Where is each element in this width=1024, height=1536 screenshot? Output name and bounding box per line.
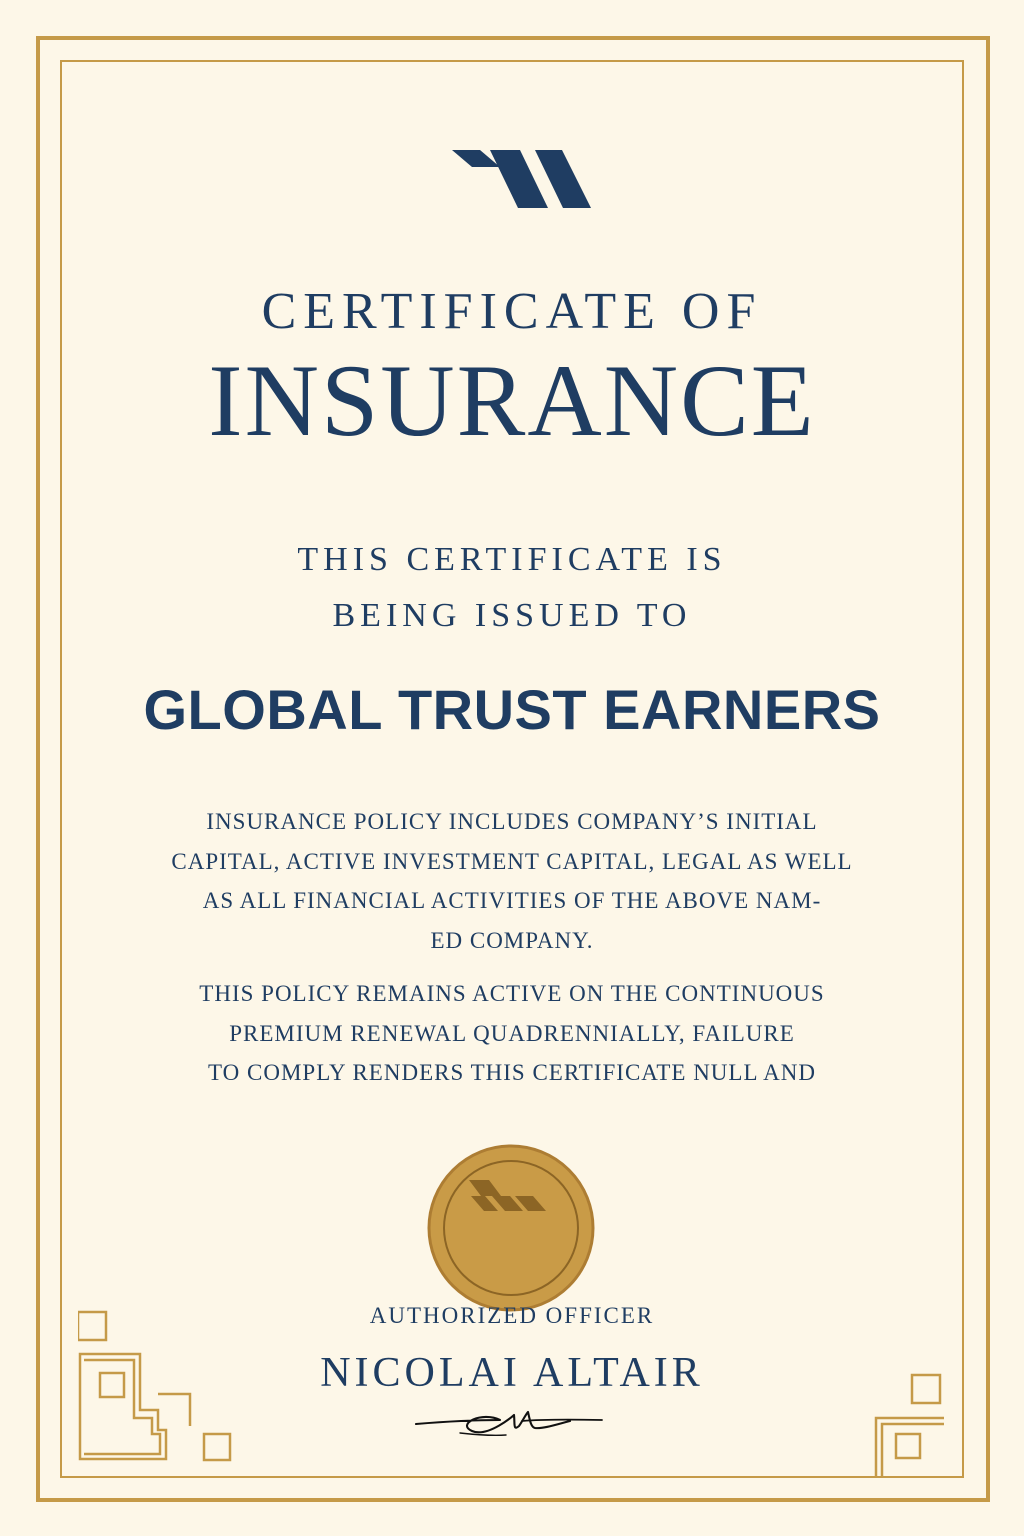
policy-paragraph-2-line-2: PREMIUM RENEWAL QUADRENNIALLY, FAILURE xyxy=(229,1020,795,1046)
policy-paragraph-1-line-4: ED COMPANY. xyxy=(430,927,594,953)
issued-line-1: THIS CERTIFICATE IS xyxy=(297,541,727,578)
handwritten-signature-icon xyxy=(412,1400,608,1450)
policy-paragraph-2-line-3: TO COMPLY RENDERS THIS CERTIFICATE NULL AND xyxy=(208,1060,816,1085)
issued-line-2: BEING ISSUED TO xyxy=(332,597,692,634)
policy-paragraph-2-line-1: THIS POLICY REMAINS ACTIVE ON THE CONTINUOUS xyxy=(199,981,825,1006)
policy-paragraph-2 xyxy=(0,974,1024,1093)
policy-paragraph-1-line-3: AS ALL FINANCIAL ACTIVITIES OF THE ABOVE NAM- xyxy=(202,888,822,913)
triple-slash-logo-icon xyxy=(450,150,592,212)
recipient-name: GLOBAL TRUST EARNERS xyxy=(143,678,881,741)
policy-paragraph-1 xyxy=(0,802,1024,960)
gold-seal-icon xyxy=(427,1144,595,1312)
policy-paragraph-1-line-2: CAPITAL, ACTIVE INVESTMENT CAPITAL, LEGAL AS WELL xyxy=(171,848,853,874)
right-corner-ornament-icon xyxy=(874,1372,944,1480)
certificate-title-top: CERTIFICATE OF xyxy=(261,283,763,340)
issued-to-text xyxy=(0,532,1024,644)
policy-paragraph-1-line-1: INSURANCE POLICY INCLUDES COMPANY’S INITIAL xyxy=(206,809,818,834)
certificate-title-main: INSURANCE xyxy=(208,344,816,458)
authorized-officer-label: AUTHORIZED OFFICER xyxy=(369,1303,655,1328)
officer-name: NICOLAI ALTAIR xyxy=(320,1350,704,1396)
left-corner-ornament-icon xyxy=(78,1310,238,1470)
